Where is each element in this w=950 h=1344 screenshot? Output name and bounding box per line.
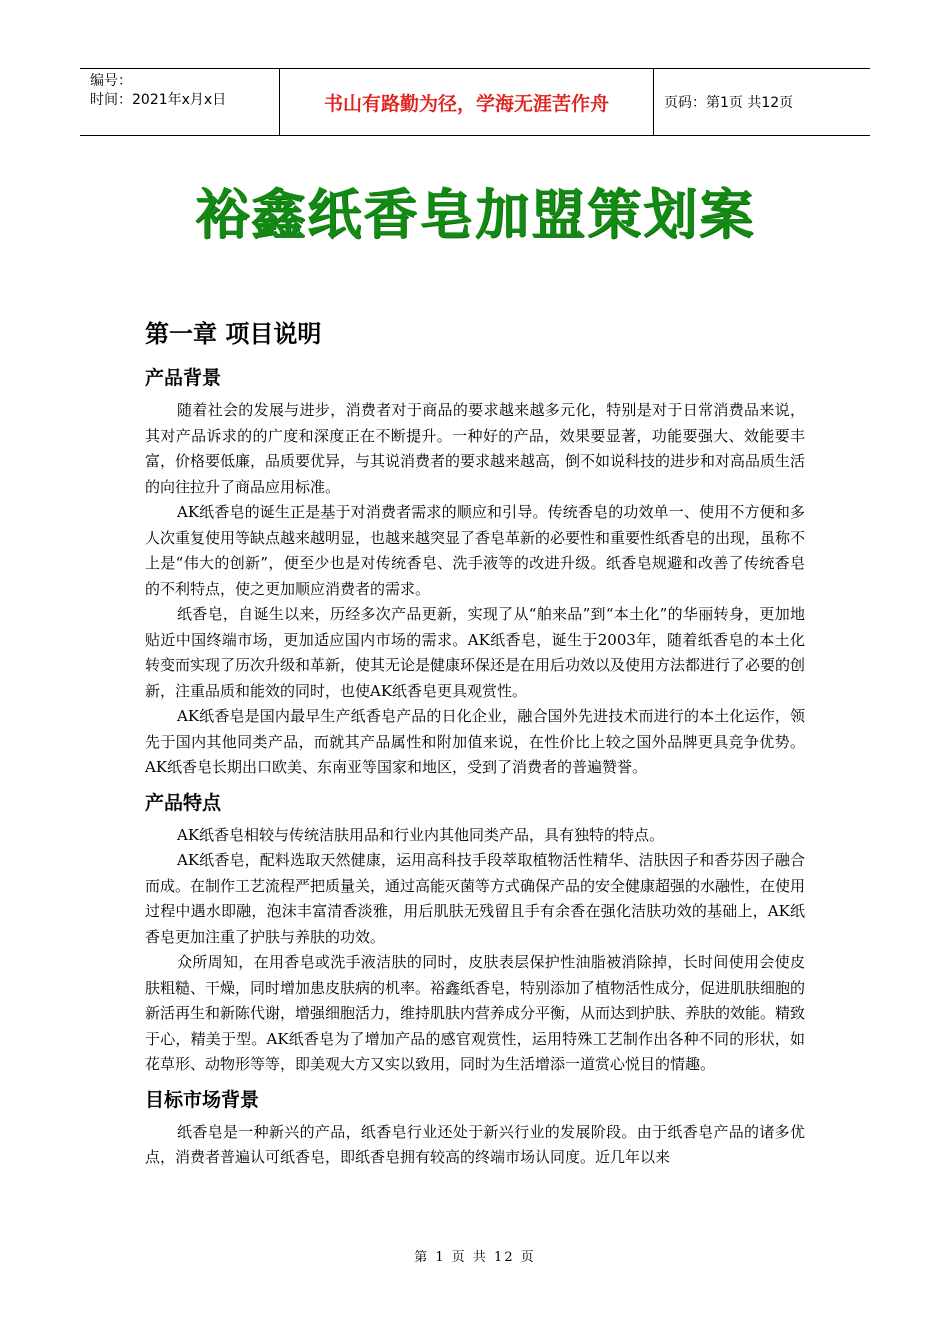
paragraph: 纸香皂，自诞生以来，历经多次产品更新，实现了从“舶来品”到“本土化”的华丽转身，更加地贴近中国终端市场，更加适应国内市场的需求。AK纸香皂，诞生于2003年，随着纸香皂的本土化转变而实现了历次升级和革新，使其无论是健康环保还是在用后功效以及使用方法都进行了必要的创新，注重品质和能效的同时，也使AK纸香皂更具观赏性。 [145,605,806,700]
paragraph: 随着社会的发展与进步，消费者对于商品的要求越来越多元化，特别是对于日常消费品来说，其对产品诉求的的广度和深度正在不断提升。一种好的产品，效果要显著，功能要强大、效能要丰富，价格要低廉，品质要优异，与其说消费者的要求越来越高，倒不如说科技的进步和对高品质生活的向往拉升了商品应用标准。 [145,401,806,496]
paragraph: AK纸香皂是国内最早生产纸香皂产品的日化企业，融合国外先进技术而进行的本土化运作，领先于国内其他同类产品，而就其产品属性和附加值来说，在性价比上较之国外品牌更具竞争优势。AK纸香皂长期出口欧美、东南亚等国家和地区，受到了消费者的普遍赞誉。 [145,707,805,776]
header-number-label: 编号： [90,73,132,89]
paragraph: AK纸香皂相较与传统洁肤用品和行业内其他同类产品，具有独特的特点。 [177,825,665,844]
section-heading-features: 产品特点 [145,791,222,814]
page-header [80,68,870,136]
header-time-label: 时间：2021年x月x日 [90,92,227,108]
paragraph: 众所周知，在用香皂或洗手液洁肤的同时，皮肤表层保护性油脂被消除掉，长时间使用会使皮肤粗糙、干燥，同时增加患皮肤病的机率。裕鑫纸香皂，特别添加了植物活性成分，促进肌肤细胞的新活再生和新陈代谢，增强细胞活力，维持肌肤内营养成分平衡，从而达到护肤、养肤的效能。精致于心，精美于型。AK纸香皂为了增加产品的感官观赏性，运用特殊工艺制作出各种不同的形状，如花草形、动物形等等，即美观大方又实以致用，同时为生活增添一道赏心悦目的情趣。 [145,953,806,1073]
header-motto: 书山有路勤为径，学海无涯苦作舟 [280,69,654,135]
document-body [145,312,805,1171]
chapter-heading: 第一章 项目说明 [145,320,322,348]
paragraph: 纸香皂是一种新兴的产品，纸香皂行业还处于新兴行业的发展阶段。由于纸香皂产品的诸多优点，消费者普遍认可纸香皂，即纸香皂拥有较高的终端市场认同度。近几年以来 [145,1122,805,1166]
page-footer: 第 1 页 共 12 页 [414,1250,536,1265]
paragraph: AK纸香皂的诞生正是基于对消费者需求的顺应和引导。传统香皂的功效单一、使用不方便和多人次重复使用等缺点越来越明显，也越来越突显了香皂革新的必要性和重要性纸香皂的出现，虽称不上是“伟大的创新”，便至少也是对传统香皂、洗手液等的改进升级。纸香皂规避和改善了传统香皂的不利特点，使之更加顺应消费者的需求。 [145,503,806,598]
paragraph: AK纸香皂，配料选取天然健康，运用高科技手段萃取植物活性精华、洁肤因子和香芬因子融合而成。在制作工艺流程严把质量关，通过高能灭菌等方式确保产品的安全健康超强的水融性，在使用过程中遇水即融，泡沫丰富清香淡雅，用后肌肤无残留且手有余香在强化洁肤功效的基础上，AK纸香皂更加注重了护肤与养肤的功效。 [145,851,806,946]
section-heading-background: 产品背景 [145,367,222,389]
section-heading-market: 目标市场背景 [145,1088,260,1111]
header-page-info: 页码：第1页 共12页 [664,95,794,111]
document-title: 裕鑫纸香皂加盟策划案 [195,183,755,246]
header-meta [80,69,280,135]
